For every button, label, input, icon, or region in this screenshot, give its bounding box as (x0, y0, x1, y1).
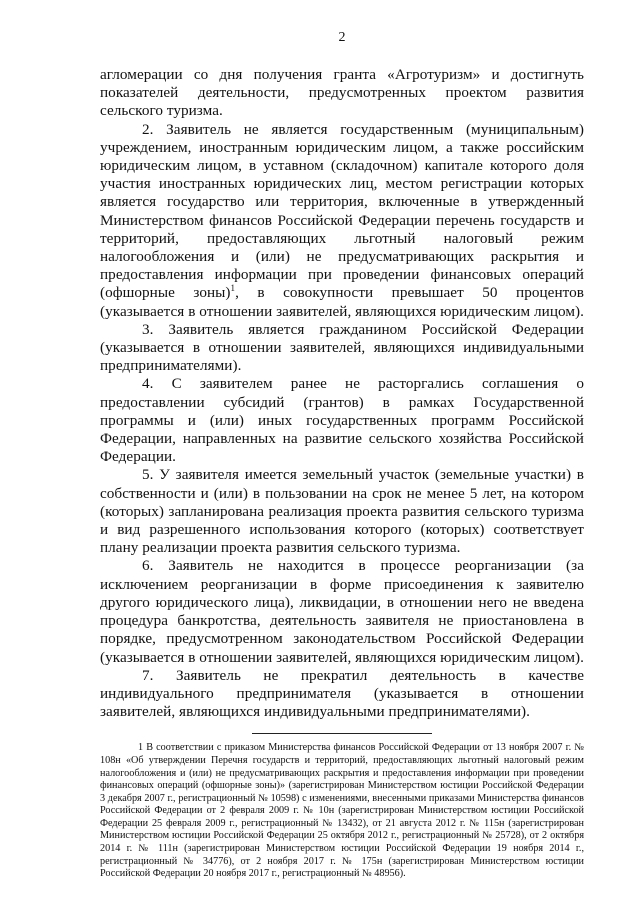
paragraph-7: 7. Заявитель не прекратил деятельность в качестве индивидуального предпринимателя (указывается в отношении заявителей, являющихся индивидуальными предпринимателями). (100, 666, 584, 721)
paragraph-2-text: 2. Заявитель не является государственным (муниципальным) учреждением, иностранным юридическим лицом, а также российским юридическим лицом, в уставном (складочном) капитале которого доля участия иностранных юридических лиц, местом регистрации которых является государство или территория, включенные в утвержденный Министерством финансов Российской Федерации перечень государств и территорий, предоставляющих льготный налоговый режим налогообложения и (или) не предусматривающих раскрытия и предоставления информации при проведении финансовых операций (офшорные зоны) (100, 120, 584, 302)
paragraph-3: 3. Заявитель является гражданином Российской Федерации (указывается в отношении заявителей, являющихся индивидуальными предпринимателями). (100, 320, 584, 375)
paragraph-2-tail: , в совокупности превышает 50 процентов (указывается в отношении заявителей, являющихся юридическим лицом). (100, 284, 584, 320)
paragraph-6: 6. Заявитель не находится в процессе реорганизации (за исключением реорганизации в форме присоединения к заявителю другого юридического лица), ликвидации, в отношении него не введена процедура банкротства, деятельность заявителя не приостановлена в порядке, предусмотренном законодательством Российской Федерации (указывается в отношении заявителей, являющихся юридическим лицом). (100, 557, 584, 666)
paragraph-4: 4. С заявителем ранее не расторгались соглашения о предоставлении субсидий (грантов) в рамках Государственной программы и (или) иных государственных программ Российской Федерации, направленных на развитие сельского хозяйства Российской Федерации. (100, 375, 584, 466)
page-number: 2 (338, 30, 346, 45)
document-body (100, 66, 584, 721)
paragraph-5: 5. У заявителя имеется земельный участок (земельные участки) в собственности и (или) в пользовании на срок не менее 5 лет, на котором (которых) запланирована реализация проекта развития сельского туризма и вид разрешенного использования которого (которых) соответствует плану реализации проекта развития сельского туризма. (100, 466, 584, 557)
paragraph-continuation: агломерации со дня получения гранта «Агротуризм» и достигнуть показателей деятельности, предусмотренных проектом развития сельского туризма. (100, 66, 584, 120)
paragraph-2 (100, 121, 584, 321)
footnote-divider (252, 733, 432, 734)
footnote-reference: 1 (230, 283, 236, 294)
footnote: 1 В соответствии с приказом Министерства финансов Российской Федерации от 13 ноября 2007 г. № 108н «Об утверждении Перечня государств и территорий, предоставляющих льготный налоговый режим налогообложения и (или) не предусматривающих раскрытия и предоставления информации при проведении финансовых операций (офшорные зоны)» (зарегистрирован Министерством юстиции Российской Федерации 3 декабря 2007 г., регистрационный № 10598) с изменениями, внесенными приказами Министерства финансов Российской Федерации от 2 февраля 2009 г. № 10н (зарегистрирован Министерством юстиции Российской Федерации 25 февраля 2009 г., регистрационный № 13432), от 21 августа 2012 г. № 115н (зарегистрирован Министерством юстиции Российской Федерации 25 октября 2012 г., регистрационный № 25728), от 2 октября 2014 г. № 111н (зарегистрирован Министерством юстиции Российской Федерации 19 ноября 2014 г., регистрационный № 34776), от 2 ноября 2017 г. № 175н (зарегистрирован Министерством юстиции Российской Федерации 20 ноября 2017 г., регистрационный № 48956). (100, 742, 584, 880)
